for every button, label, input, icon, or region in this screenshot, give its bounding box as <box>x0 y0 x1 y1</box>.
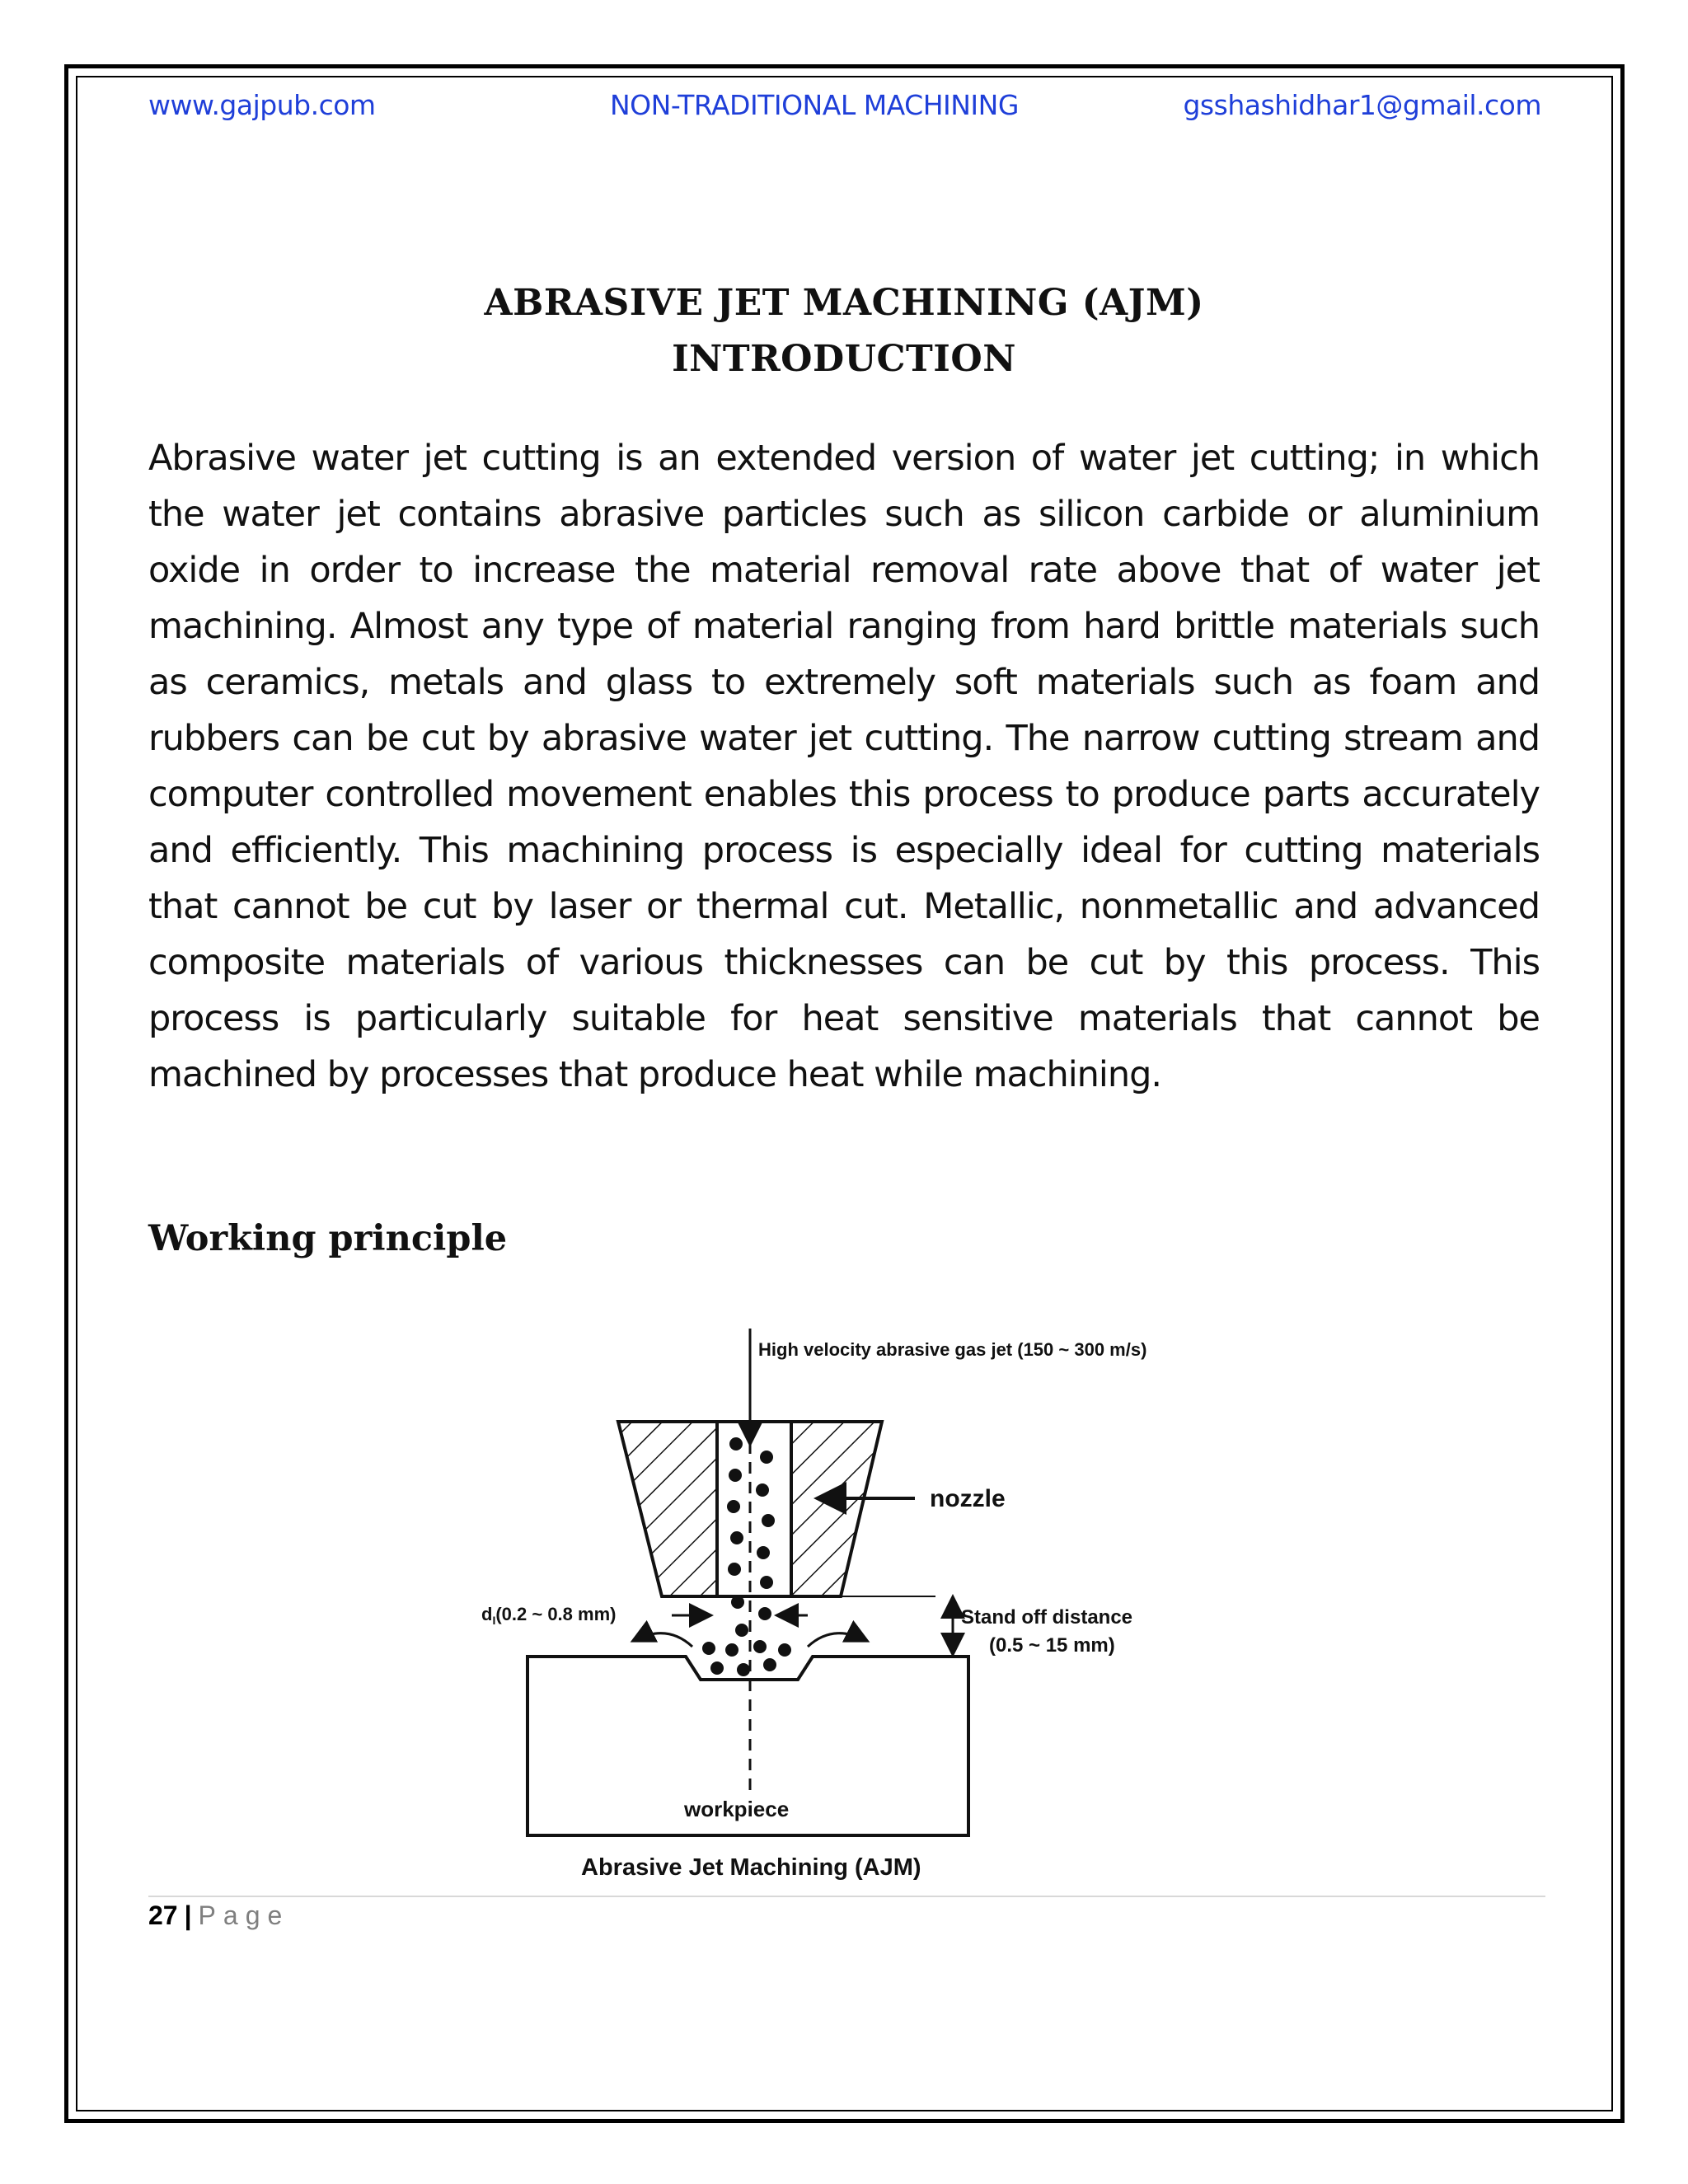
standoff-range: (0.5 ~ 15 mm) <box>989 1634 1115 1657</box>
rebound-arrow-right <box>808 1633 865 1647</box>
page-footer <box>148 1900 289 1931</box>
page-subtitle: INTRODUCTION <box>672 338 1016 380</box>
ajm-diagram-svg <box>462 1319 1269 1896</box>
header-subject: NON-TRADITIONAL MACHINING <box>610 89 1019 121</box>
rebound-arrow-left <box>635 1633 692 1647</box>
page-word: Page <box>198 1900 290 1930</box>
nozzle-label: nozzle <box>930 1485 1006 1512</box>
figure-caption: Abrasive Jet Machining (AJM) <box>581 1854 921 1881</box>
header-website: www.gajpub.com <box>148 89 376 121</box>
section-heading: Working principle <box>148 1218 508 1259</box>
page-separator: | <box>184 1900 192 1930</box>
footer-rule <box>148 1896 1545 1897</box>
jet-label: High velocity abrasive gas jet (150 ~ 300 m/s) <box>758 1339 1147 1360</box>
intro-paragraph: Abrasive water jet cutting is an extended version of water jet cutting; in which the water jet contains abrasive particles such as silicon carbide or aluminium oxide in order to increase the material removal rate above that of water jet machining. Almost any type of material ranging from hard brittle materials such as ceramics, metals and glass to extremely soft materials such as foam and rubbers can be cut by abrasive water jet cutting. The narrow cutting stream and computer controlled movement enables this process to produce parts accurately and efficiently. This machining process is especially ideal for cutting materials that cannot be cut by laser or thermal cut. Metallic, nonmetallic and advanced composite materials of various thicknesses can be cut by this process. This process is particularly suitable for heat sensitive materials that cannot be machined by processes that produce heat while machining. <box>148 438 1540 1095</box>
workpiece-label: workpiece <box>684 1797 790 1821</box>
diameter-label: $d_I(0.2$ ~ 0.8 mm) <box>481 1604 617 1627</box>
header-email: gsshashidhar1@gmail.com <box>1183 89 1541 121</box>
standoff-label: Stand off distance <box>961 1606 1133 1629</box>
ajm-diagram <box>462 1319 1269 1896</box>
page-header <box>148 89 1541 130</box>
page-number: 27 <box>148 1900 178 1930</box>
page-title: ABRASIVE JET MACHINING (AJM) <box>484 282 1204 324</box>
